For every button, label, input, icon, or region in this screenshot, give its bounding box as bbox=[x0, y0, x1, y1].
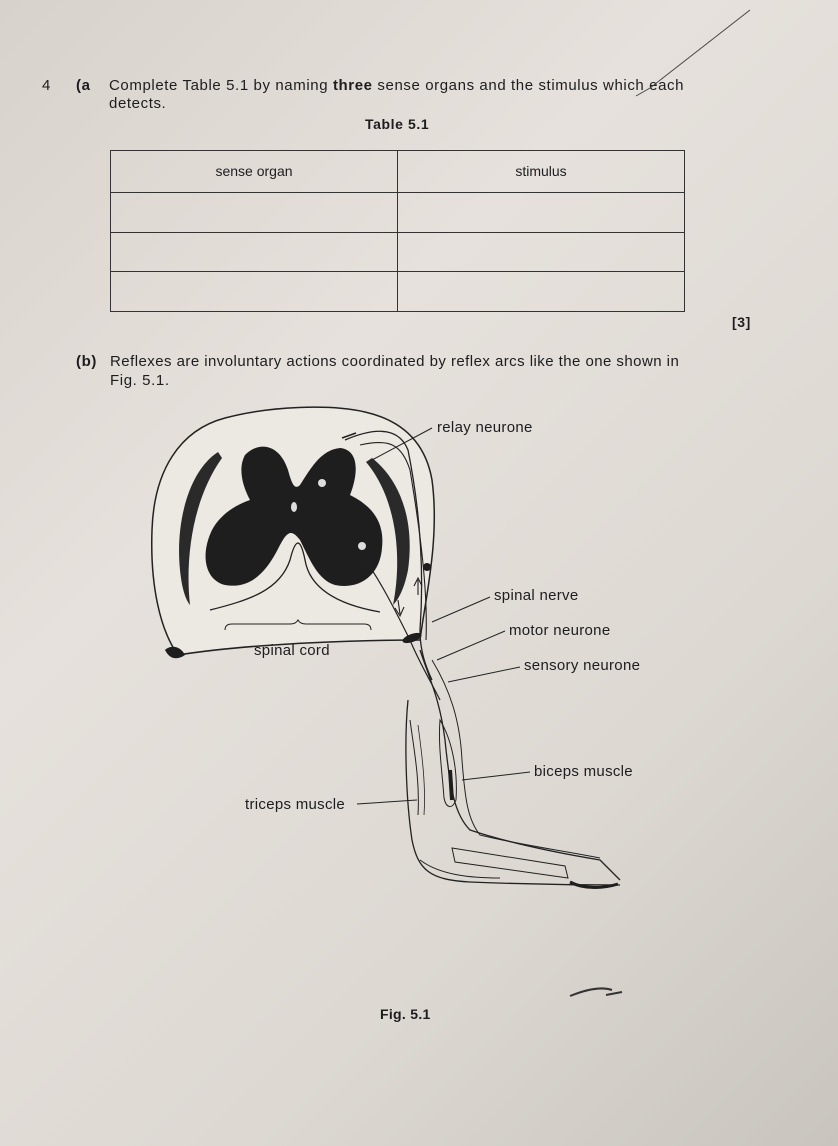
label-relay-neurone: relay neurone bbox=[437, 419, 533, 436]
part-b-line-2: Fig. 5.1. bbox=[110, 372, 170, 389]
tick-mark bbox=[636, 10, 750, 96]
part-a-text-1: Complete Table 5.1 by naming bbox=[109, 77, 329, 94]
label-biceps-muscle: biceps muscle bbox=[534, 763, 633, 780]
label-spinal-cord: spinal cord bbox=[254, 642, 330, 659]
forearm-bone bbox=[452, 848, 568, 878]
header-stimulus: stimulus bbox=[398, 151, 685, 193]
triceps-muscle-fibre bbox=[418, 725, 425, 815]
leader-biceps bbox=[462, 772, 530, 780]
leader-motor-neurone bbox=[437, 631, 505, 660]
label-sensory-neurone: sensory neurone bbox=[524, 657, 641, 674]
part-a-label: (a bbox=[76, 77, 91, 94]
table-title: Table 5.1 bbox=[365, 116, 430, 132]
part-b-label: (b) bbox=[76, 353, 97, 370]
figure-caption: Fig. 5.1 bbox=[380, 1006, 431, 1022]
label-triceps-muscle: triceps muscle bbox=[245, 796, 346, 813]
part-a-line-2: detects. bbox=[109, 95, 167, 112]
part-a-bold: three bbox=[332, 77, 373, 94]
part-b-line-1: Reflexes are involuntary actions coordinated by reflex arcs like the one shown in bbox=[110, 353, 680, 370]
cell-body-dot bbox=[291, 502, 297, 512]
leader-spinal-nerve bbox=[432, 597, 490, 622]
header-sense-organ: sense organ bbox=[111, 151, 398, 193]
cell-body-dot bbox=[318, 479, 326, 487]
arm-outline-mid bbox=[432, 660, 600, 858]
pencil-mark bbox=[570, 988, 622, 996]
label-spinal-nerve: spinal nerve bbox=[494, 587, 579, 604]
cell-body-dot bbox=[358, 542, 366, 550]
label-motor-neurone: motor neurone bbox=[509, 622, 611, 639]
sensory-cell-body bbox=[423, 563, 431, 571]
marks: [3] bbox=[732, 314, 751, 330]
leader-sensory-neurone bbox=[448, 667, 520, 682]
part-a-text-2: sense organs and the stimulus which each bbox=[377, 77, 685, 94]
biceps-tendon bbox=[450, 770, 452, 800]
question-number: 4 bbox=[42, 77, 51, 94]
